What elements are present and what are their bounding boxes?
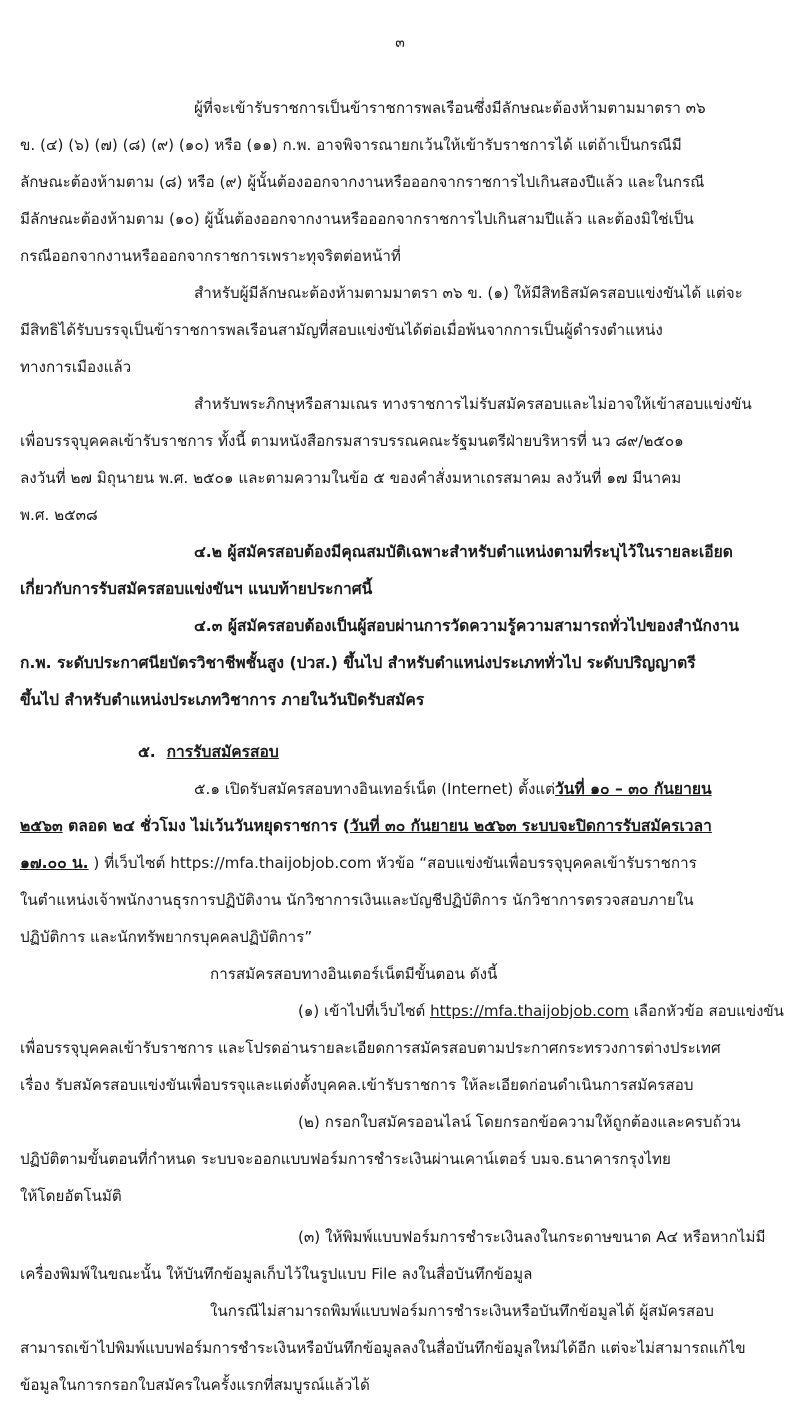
- para3-line-3: ลงวันที่ ๒๗ มิถุนายน พ.ศ. ๒๕๐๑ และตามความในข้อ ๕ ของคำสั่งมหาเถรสมาคม ลงวันที่ ๑๗ มีนาคม: [20, 469, 682, 487]
- item-5-1-year: ๒๕๖๓: [20, 817, 63, 835]
- step-1-line-1: [298, 1000, 784, 1022]
- item-5-1-close-note: วันที่ ๓๐ กันยายน ๒๕๖๓ ระบบจะปิดการรับสมัครเวลา: [349, 817, 712, 835]
- para1-line-4: มีลักษณะต้องห้ามตาม (๑๐) ผู้นั้นต้องออกจากงานหรือออกจากราชการไปเกินสามปีแล้ว และต้องมิใช่เป็น: [20, 210, 694, 228]
- item-5-1-line-2: [20, 815, 712, 837]
- section-5-number: ๕.: [138, 743, 156, 761]
- para-last-line-1: ในกรณีไม่สามารถพิมพ์แบบฟอร์มการชำระเงินหรือบันทึกข้อมูลได้ ผู้สมัครสอบ: [210, 1302, 714, 1320]
- website-link[interactable]: https://mfa.thaijobjob.com: [430, 1002, 629, 1020]
- step-2-line-2: ปฏิบัติตามขั้นตอนที่กำหนด ระบบจะออกแบบฟอร์มการชำระเงินผ่านเคาน์เตอร์ บมจ.ธนาคารกรุงไทย: [20, 1150, 671, 1168]
- item-4-2-line-1: ๔.๒ ผู้สมัครสอบต้องมีคุณสมบัติเฉพาะสำหรับตำแหน่งตามที่ระบุไว้ในรายละเอียด: [194, 543, 733, 561]
- para1-line-5: กรณีออกจากงานหรือออกจากราชการเพราะทุจริตต่อหน้าที่: [20, 247, 401, 265]
- step-1-line-2: เพื่อบรรจุบุคคลเข้ารับราชการ และโปรดอ่านรายละเอียดการสมัครสอบตามประกาศกระทรวงการต่างประเทศ: [20, 1039, 721, 1057]
- item-5-1-line-3: [20, 852, 697, 874]
- step-3-line-1: (๓) ให้พิมพ์แบบฟอร์มการชำระเงินลงในกระดาษขนาด A๔ หรือหากไม่มี: [298, 1228, 766, 1246]
- item-4-3-line-2: ก.พ. ระดับประกาศนียบัตรวิชาชีพชั้นสูง (ปวส.) ขึ้นไป สำหรับตำแหน่งประเภททั่วไป ระดับปริญญาตรี: [20, 654, 696, 672]
- item-5-1-hours: ตลอด ๒๔ ชั่วโมง ไม่เว้นวันหยุดราชการ (: [62, 817, 350, 835]
- step-1-prefix: (๑) เข้าไปที่เว็บไซต์: [298, 1002, 431, 1020]
- para2-line-2: มีสิทธิได้รับบรรจุเป็นข้าราชการพลเรือนสามัญที่สอบแข่งขันได้ต่อเมื่อพ้นจากการเป็นผู้ดำรงตำแหน่ง: [20, 321, 663, 339]
- section-5-title: การรับสมัครสอบ: [166, 743, 279, 761]
- item-5-1-close-time: ๑๗.๐๐ น.: [20, 854, 89, 872]
- step-3-line-2: เครื่องพิมพ์ในขณะนั้น ให้บันทึกข้อมูลเก็บไว้ในรูปแบบ File ลงในสื่อบันทึกข้อมูล: [20, 1265, 533, 1283]
- para-last-line-3: ข้อมูลในการกรอกใบสมัครในครั้งแรกที่สมบูรณ์แล้วได้: [20, 1376, 370, 1394]
- step-2-line-3: ให้โดยอัตโนมัติ: [20, 1187, 122, 1205]
- item-4-3-line-3: ขึ้นไป สำหรับตำแหน่งประเภทวิชาการ ภายในวันปิดรับสมัคร: [20, 691, 425, 709]
- step-1-suffix: เลือกหัวข้อ สอบแข่งขัน: [628, 1002, 784, 1020]
- para2-line-1: สำหรับผู้มีลักษณะต้องห้ามตามมาตรา ๓๖ ข. (๑) ให้มีสิทธิสมัครสอบแข่งขันได้ แต่จะ: [194, 284, 743, 302]
- item-5-1-line-1: [194, 778, 712, 800]
- item-5-1-intro: ๕.๑ เปิดรับสมัครสอบทางอินเทอร์เน็ต (Internet) ตั้งแต่: [194, 780, 556, 798]
- item-5-1-website-topic: ) ที่เว็บไซต์ https://mfa.thaijobjob.com หัวข้อ “สอบแข่งขันเพื่อบรรจุบุคคลเข้ารับราชการ: [88, 854, 697, 872]
- para3-line-1: สำหรับพระภิกษุหรือสามเณร ทางราชการไม่รับสมัครสอบและไม่อาจให้เข้าสอบแข่งขัน: [194, 395, 752, 413]
- steps-intro: การสมัครสอบทางอินเตอร์เน็ตมีขั้นตอน ดังนี้: [210, 965, 498, 983]
- page-number: ๓: [395, 35, 405, 51]
- para3-line-2: เพื่อบรรจุบุคคลเข้ารับราชการ ทั้งนี้ ตามหนังสือกรมสารบรรณคณะรัฐมนตรีฝ่ายบริหารที่ นว ๘๙/๒๕๐๑: [20, 432, 684, 450]
- item-4-3-line-1: ๔.๓ ผู้สมัครสอบต้องเป็นผู้สอบผ่านการวัดความรู้ความสามารถทั่วไปของสำนักงาน: [194, 617, 740, 635]
- section-5-heading: [138, 741, 279, 763]
- item-4-2-line-2: เกี่ยวกับการรับสมัครสอบแข่งขันฯ แนบท้ายประกาศนี้: [20, 580, 373, 598]
- item-5-1-line-4: ในตำแหน่งเจ้าพนักงานธุรการปฏิบัติงาน นักวิชาการเงินและบัญชีปฏิบัติการ นักวิชาการตรวจสอบภายใน: [20, 891, 694, 909]
- para1-line-3: ลักษณะต้องห้ามตาม (๘) หรือ (๙) ผู้นั้นต้องออกจากงานหรือออกจากราชการไปเกินสองปีแล้ว และในกรณี: [20, 173, 705, 191]
- item-5-1-date-range: วันที่ ๑๐ – ๓๐ กันยายน: [555, 780, 712, 798]
- para-last-line-2: สามารถเข้าไปพิมพ์แบบฟอร์มการชำระเงินหรือบันทึกข้อมูลลงในสื่อบันทึกข้อมูลใหม่ได้อีก แต่จะไม่สามารถแก้ไข: [20, 1339, 746, 1357]
- step-1-line-3: เรื่อง รับสมัครสอบแข่งขันเพื่อบรรจุและแต่งตั้งบุคคล.เข้ารับราชการ ให้ละเอียดก่อนดำเนินการสมัครสอบ: [20, 1076, 694, 1094]
- para1-line-2: ข. (๔) (๖) (๗) (๘) (๙) (๑๐) หรือ (๑๑) ก.พ. อาจพิจารณายกเว้นให้เข้ารับราชการได้ แต่ถ้าเป็นกรณีมี: [20, 136, 682, 154]
- item-5-1-line-5: ปฏิบัติการ และนักทรัพยากรบุคคลปฏิบัติการ”: [20, 928, 313, 946]
- para3-line-4: พ.ศ. ๒๕๓๘: [20, 506, 98, 524]
- para1-line-1: ผู้ที่จะเข้ารับราชการเป็นข้าราชการพลเรือนซึ่งมีลักษณะต้องห้ามตามมาตรา ๓๖: [194, 99, 706, 117]
- step-2-line-1: (๒) กรอกใบสมัครออนไลน์ โดยกรอกข้อความให้ถูกต้องและครบถ้วน: [298, 1113, 741, 1131]
- para2-line-3: ทางการเมืองแล้ว: [20, 358, 132, 376]
